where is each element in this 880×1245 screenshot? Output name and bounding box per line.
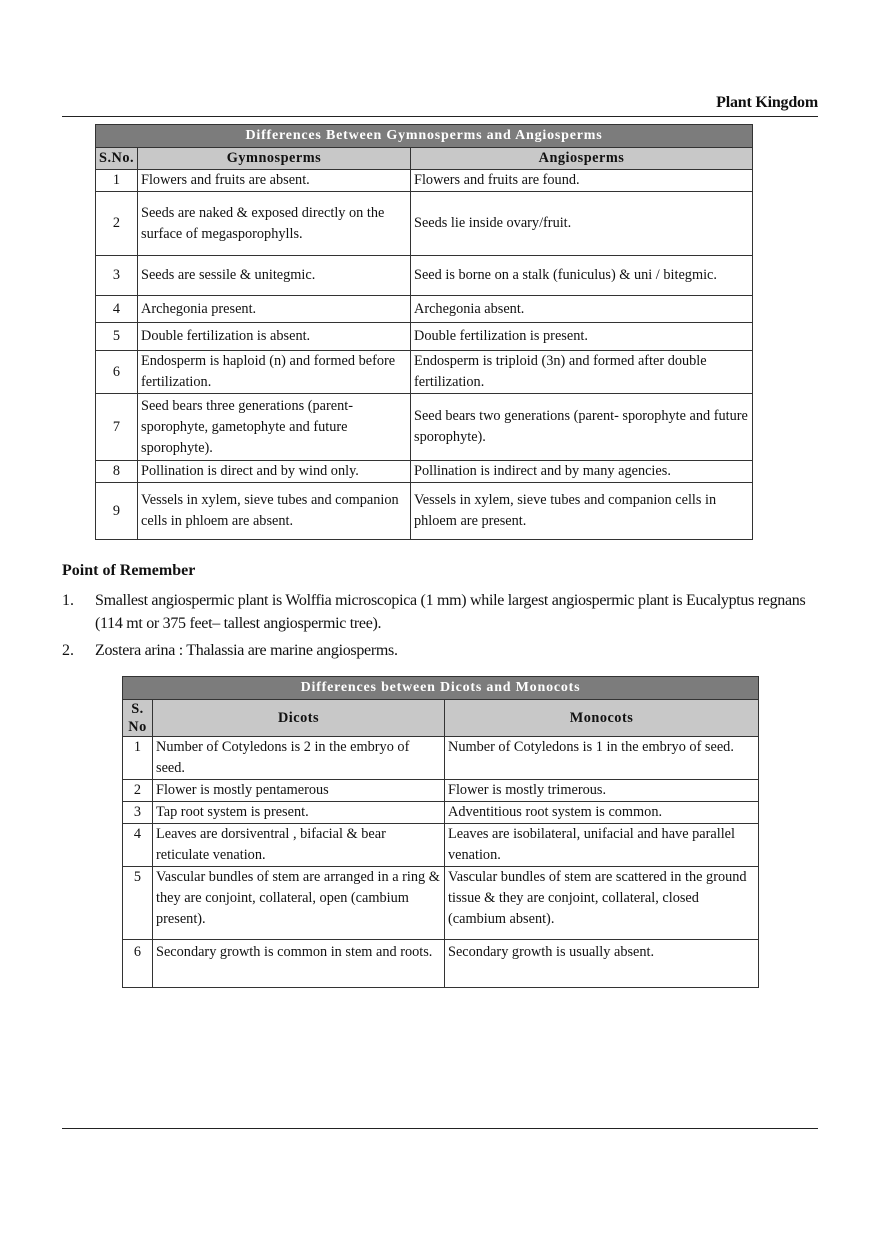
- table-row: [123, 867, 759, 940]
- angiosperm-cell: Archegonia absent.: [411, 296, 753, 323]
- monocot-cell: Leaves are isobilateral, unifacial and have parallel venation.: [445, 824, 759, 867]
- list-item: [62, 639, 822, 662]
- row-number: 5: [96, 323, 138, 351]
- gymnosperm-cell: Seed bears three generations (parent-sporophyte, gametophyte and future sporophyte).: [138, 394, 411, 461]
- angiosperm-cell: Endosperm is triploid (3n) and formed after double fertilization.: [411, 351, 753, 394]
- point-number: 2.: [62, 642, 74, 659]
- col-header-dicots: Dicots: [153, 700, 445, 737]
- dicot-cell: Vascular bundles of stem are arranged in a ring & they are conjoint, collateral, open (cambium present).: [153, 867, 445, 940]
- table-caption: Differences Between Gymnosperms and Angiosperms: [96, 125, 753, 148]
- row-number: 7: [96, 394, 138, 461]
- gymnosperm-cell: Seeds are naked & exposed directly on the surface of megasporophylls.: [138, 192, 411, 256]
- gymnosperm-cell: Endosperm is haploid (n) and formed before fertilization.: [138, 351, 411, 394]
- section-heading: Point of Remember: [62, 562, 196, 579]
- point-text: Zostera arina : Thalassia are marine angiosperms.: [95, 642, 398, 659]
- col-header-sno: S. No: [123, 700, 153, 737]
- angiosperm-cell: Vessels in xylem, sieve tubes and companion cells in phloem are present.: [411, 483, 753, 540]
- row-number: 8: [96, 461, 138, 483]
- dicot-cell: Secondary growth is common in stem and roots.: [153, 940, 445, 988]
- dicot-cell: Number of Cotyledons is 2 in the embryo of seed.: [153, 737, 445, 780]
- gymnosperm-cell: Pollination is direct and by wind only.: [138, 461, 411, 483]
- point-text: Smallest angiospermic plant is Wolffia microscopica (1 mm) while largest angiospermic plant is Eucalyptus regnans (114 mt or 375 feet– tallest angiospermic tree).: [95, 592, 806, 632]
- angiosperm-cell: Seed bears two generations (parent- sporophyte and future sporophyte).: [411, 394, 753, 461]
- row-number: 3: [123, 802, 153, 824]
- page-header-title: Plant Kingdom: [716, 94, 818, 111]
- gymnosperm-angiosperm-table: [95, 124, 753, 540]
- dicot-monocot-table: [122, 676, 759, 988]
- angiosperm-cell: Seeds lie inside ovary/fruit.: [411, 192, 753, 256]
- dicot-cell: Leaves are dorsiventral , bifacial & bear reticulate venation.: [153, 824, 445, 867]
- row-number: 2: [96, 192, 138, 256]
- table-row: [96, 192, 753, 256]
- col-header-sno: S.No.: [96, 148, 138, 170]
- row-number: 4: [96, 296, 138, 323]
- table-row: [123, 802, 759, 824]
- monocot-cell: Adventitious root system is common.: [445, 802, 759, 824]
- monocot-cell: Secondary growth is usually absent.: [445, 940, 759, 988]
- gymnosperm-cell: Archegonia present.: [138, 296, 411, 323]
- monocot-cell: Number of Cotyledons is 1 in the embryo of seed.: [445, 737, 759, 780]
- col-header-monocots: Monocots: [445, 700, 759, 737]
- table-row: [96, 351, 753, 394]
- header-rule: [62, 116, 818, 117]
- table-row: [123, 737, 759, 780]
- gymnosperm-cell: Flowers and fruits are absent.: [138, 170, 411, 192]
- table-row: [96, 170, 753, 192]
- row-number: 6: [96, 351, 138, 394]
- gymnosperm-cell: Double fertilization is absent.: [138, 323, 411, 351]
- table-row: [96, 461, 753, 483]
- gymnosperm-cell: Seeds are sessile & unitegmic.: [138, 256, 411, 296]
- table-row: [96, 394, 753, 461]
- row-number: 2: [123, 780, 153, 802]
- table-row: [96, 483, 753, 540]
- row-number: 1: [96, 170, 138, 192]
- row-number: 6: [123, 940, 153, 988]
- table-row: [96, 323, 753, 351]
- col-header-gymnosperms: Gymnosperms: [138, 148, 411, 170]
- table-row: [123, 824, 759, 867]
- gymnosperm-cell: Vessels in xylem, sieve tubes and companion cells in phloem are absent.: [138, 483, 411, 540]
- footer-rule: [62, 1128, 818, 1129]
- list-item: [62, 589, 822, 635]
- monocot-cell: Vascular bundles of stem are scattered in the ground tissue & they are conjoint, collateral, closed (cambium absent).: [445, 867, 759, 940]
- table-row: [96, 296, 753, 323]
- table-row: [123, 780, 759, 802]
- row-number: 4: [123, 824, 153, 867]
- angiosperm-cell: Pollination is indirect and by many agencies.: [411, 461, 753, 483]
- angiosperm-cell: Seed is borne on a stalk (funiculus) & uni / bitegmic.: [411, 256, 753, 296]
- row-number: 1: [123, 737, 153, 780]
- table-row: [96, 256, 753, 296]
- dicot-cell: Flower is mostly pentamerous: [153, 780, 445, 802]
- col-header-angiosperms: Angiosperms: [411, 148, 753, 170]
- angiosperm-cell: Double fertilization is present.: [411, 323, 753, 351]
- table-caption: Differences between Dicots and Monocots: [123, 677, 759, 700]
- row-number: 9: [96, 483, 138, 540]
- table-row: [123, 940, 759, 988]
- monocot-cell: Flower is mostly trimerous.: [445, 780, 759, 802]
- row-number: 5: [123, 867, 153, 940]
- dicot-cell: Tap root system is present.: [153, 802, 445, 824]
- row-number: 3: [96, 256, 138, 296]
- angiosperm-cell: Flowers and fruits are found.: [411, 170, 753, 192]
- point-number: 1.: [62, 592, 74, 609]
